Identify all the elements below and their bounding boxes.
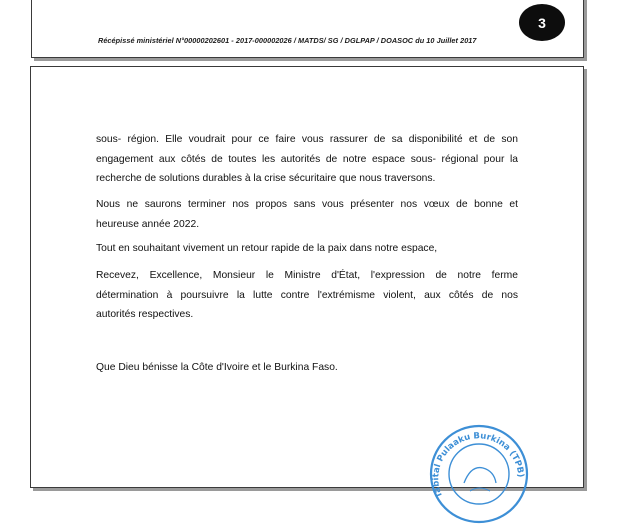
paragraph-line: Tout en souhaitant vivement un retour rapide de la paix dans notre espace, xyxy=(96,243,438,254)
paragraph-line: heureuse année 2022. xyxy=(96,218,200,230)
previous-page-footer xyxy=(31,0,584,58)
stamp-text: Tabital Pulaaku Burkina (TPB) xyxy=(431,431,526,500)
paragraph-line: détermination à poursuivre la lutte contre l'extrémisme violent, aux côtés de nos xyxy=(96,289,518,301)
ministerial-receipt-line: Récépissé ministériel N°00000202601 - 2017-000002026 / MATDS/ SG / DGLPAP / DOASOC du 10 Juillet 2017 xyxy=(98,36,477,45)
paragraph-line: Recevez, Excellence, Monsieur le Ministre d'État, l'expression de notre ferme xyxy=(96,270,518,281)
paragraph-regional-commitment xyxy=(96,130,518,189)
paragraph-new-year-wishes xyxy=(96,195,518,234)
association-stamp-icon xyxy=(426,421,532,527)
paragraph-peace-wish xyxy=(96,239,518,259)
blessing-line: Que Dieu bénisse la Côte d'Ivoire et le Burkina Faso. xyxy=(96,362,338,373)
svg-text:Tabital Pulaaku Burkina (TPB) xyxy=(431,431,525,499)
paragraph-line: sous- région. Elle voudrait pour ce faire vous rassurer de sa disponibilité et de son xyxy=(96,134,518,145)
paragraph-blessing xyxy=(96,358,518,378)
letter-page xyxy=(30,66,584,500)
paragraph-line: Nous ne saurons terminer nos propos sans vous présenter nos vœux de bonne et xyxy=(96,199,518,210)
paragraph-line: recherche de solutions durables à la crise sécuritaire que nous traversons. xyxy=(96,173,436,184)
paragraph-line: autorités respectives. xyxy=(96,309,194,320)
paragraph-line: engagement aux côtés de toutes les autorités de notre espace sous- régional pour la xyxy=(96,153,518,165)
page-number-badge: 3 xyxy=(519,4,565,41)
window-edge xyxy=(637,0,643,467)
paragraph-closing-formula xyxy=(96,266,518,325)
